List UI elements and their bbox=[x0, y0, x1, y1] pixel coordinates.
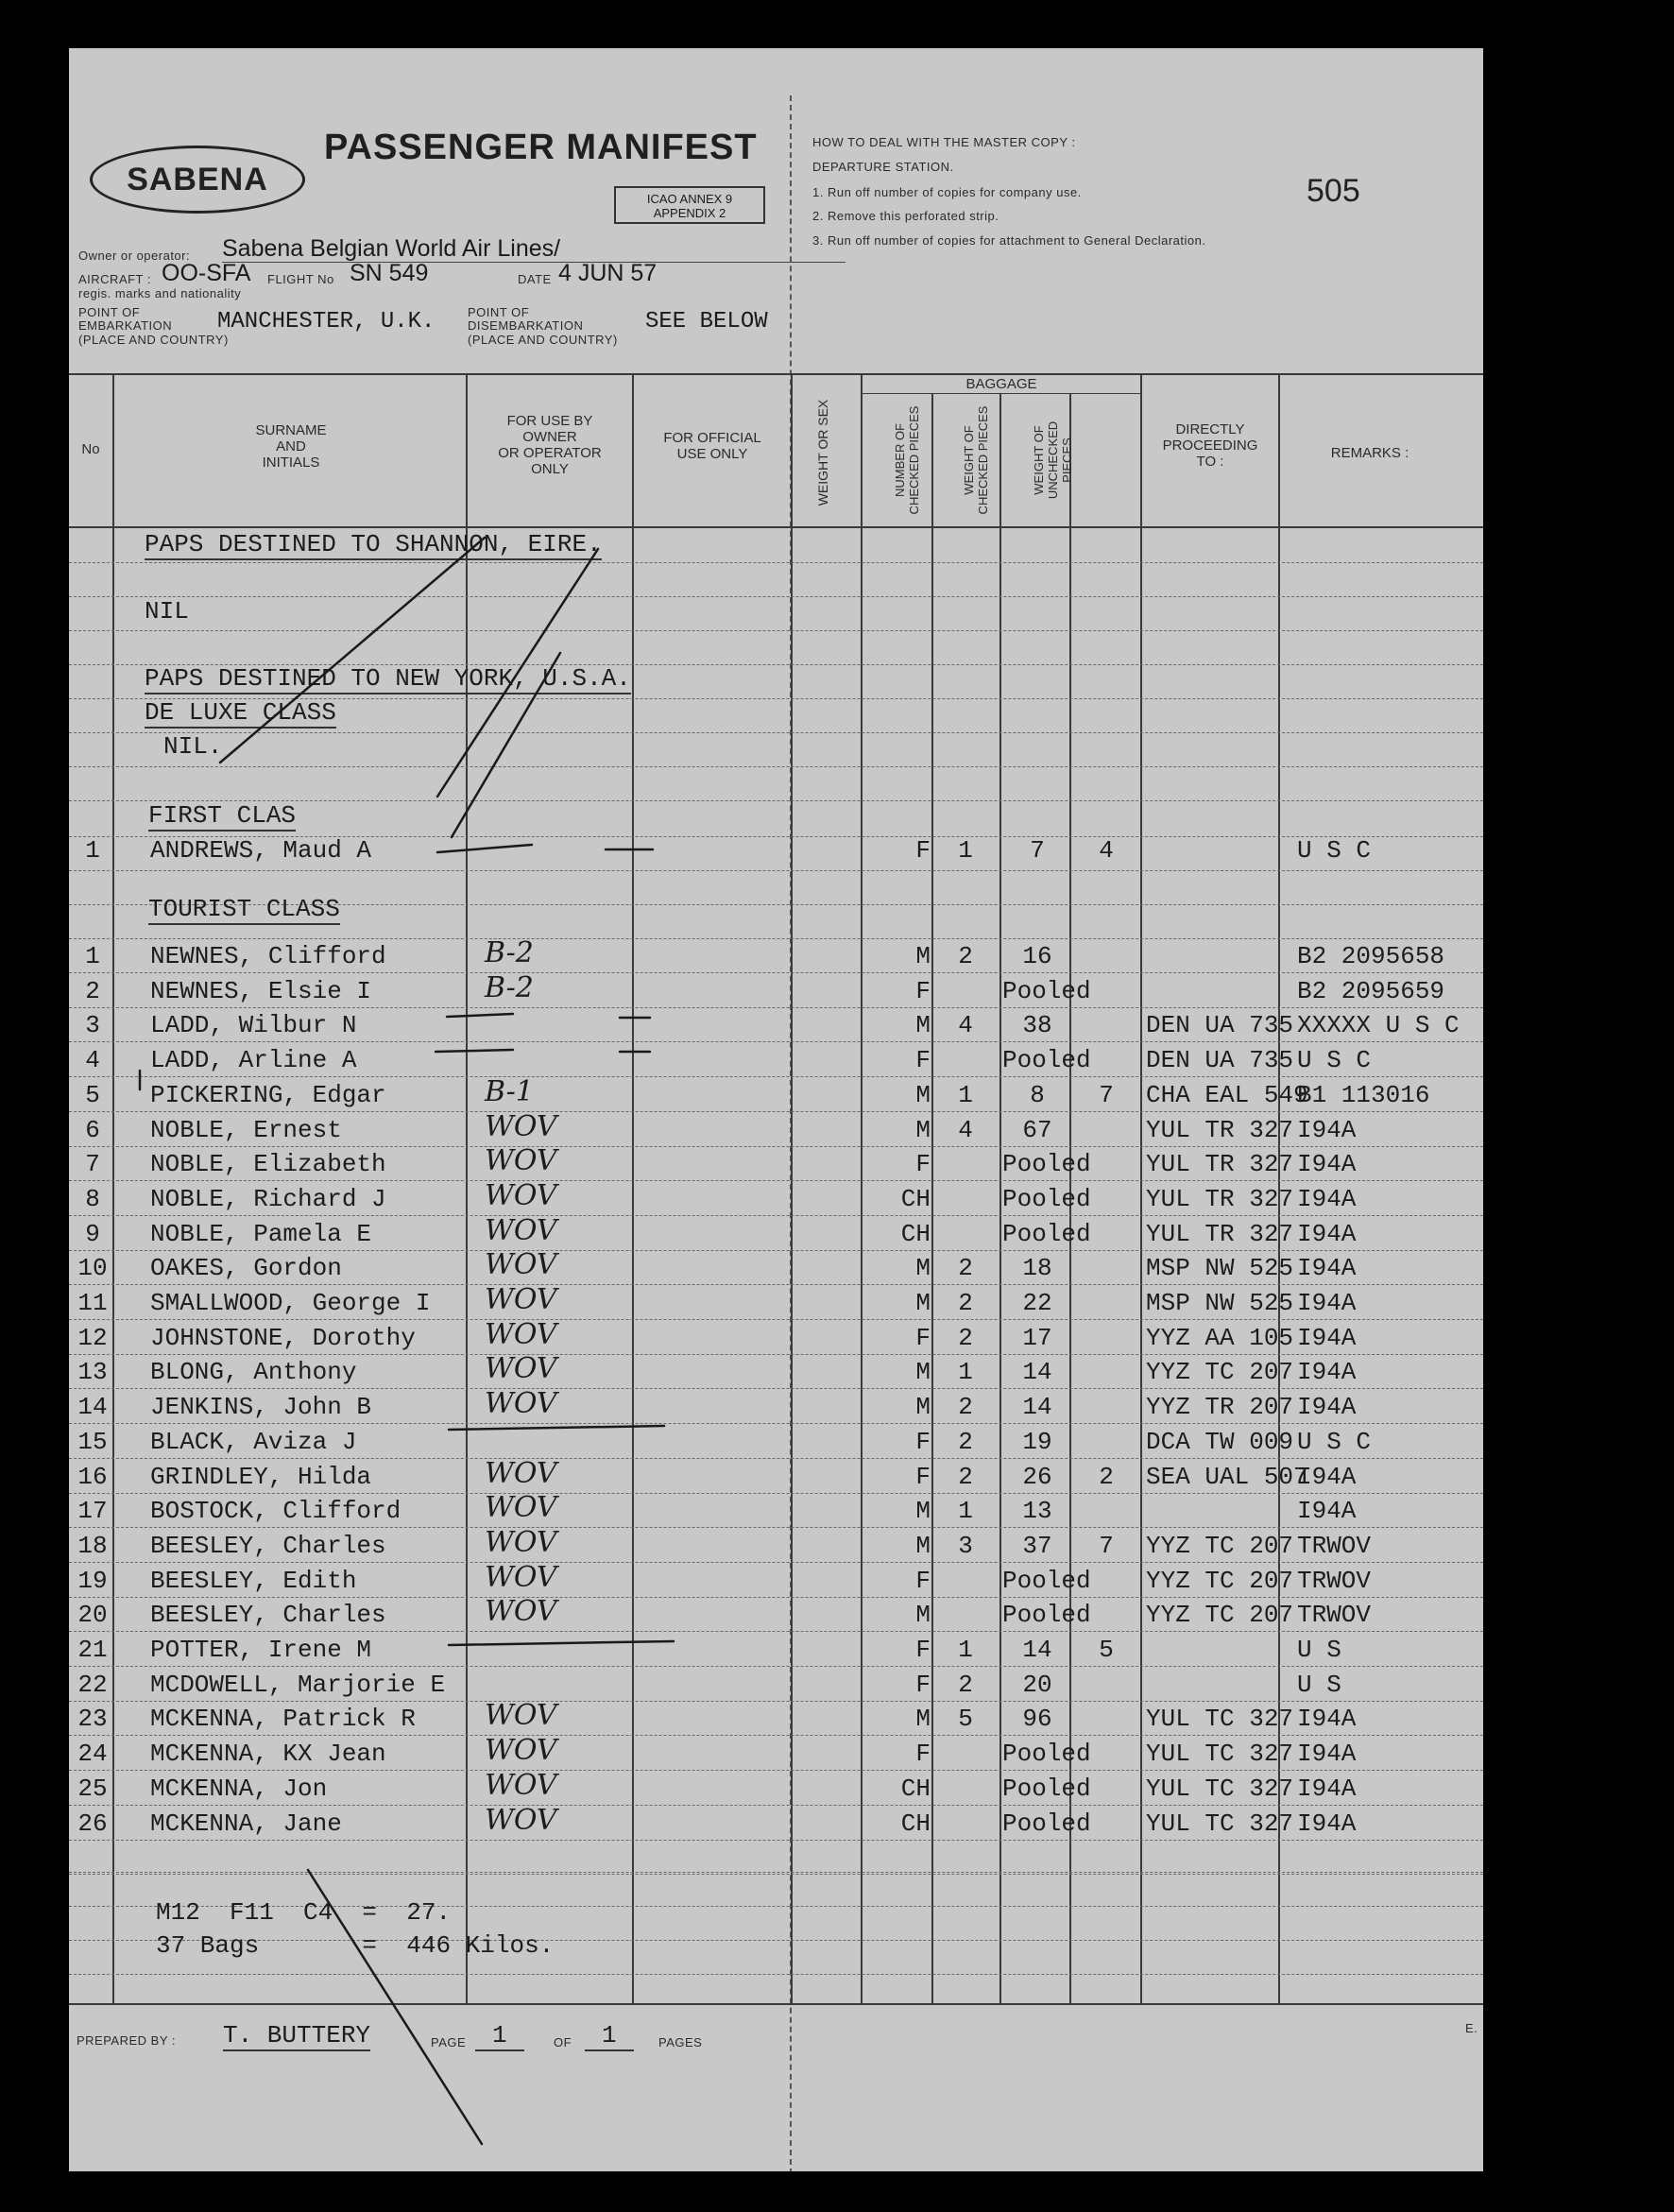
row-checked-weight: 14 bbox=[1022, 1393, 1052, 1421]
row-sex: M bbox=[915, 1705, 931, 1733]
row-handwritten-mark: WOV bbox=[485, 1457, 557, 1490]
row-checked-weight: 26 bbox=[1022, 1463, 1052, 1491]
row-checked-weight: Pooled bbox=[1002, 1740, 1091, 1768]
row-sex: CH bbox=[900, 1220, 931, 1248]
dash-ladd-2 bbox=[436, 1050, 513, 1052]
instruction-2: DEPARTURE STATION. bbox=[812, 160, 954, 174]
row-proceeding: YYZ TC 207 bbox=[1146, 1601, 1294, 1629]
row-name: BLONG, Anthony bbox=[150, 1358, 357, 1386]
row-name: BEESLEY, Charles bbox=[150, 1532, 386, 1560]
row-handwritten-mark: WOV bbox=[485, 1561, 557, 1594]
page-label: PAGE bbox=[431, 2035, 467, 2049]
row-pieces: 1 bbox=[958, 1497, 973, 1525]
row-no: 21 bbox=[77, 1636, 108, 1664]
cancel-stroke-3 bbox=[452, 653, 560, 837]
row-handwritten-mark: WOV bbox=[485, 1214, 557, 1247]
row-name: NOBLE, Ernest bbox=[150, 1116, 342, 1144]
row-sex: CH bbox=[900, 1185, 931, 1213]
row-remarks: I94A bbox=[1297, 1324, 1357, 1352]
section-newyork: PAPS DESTINED TO NEW YORK, U.S.A. bbox=[145, 664, 631, 693]
row-handwritten-mark: B-2 bbox=[485, 936, 534, 969]
row-proceeding: YYZ AA 105 bbox=[1146, 1324, 1294, 1352]
pages-label: PAGES bbox=[658, 2035, 703, 2049]
row-remarks: I94A bbox=[1297, 1116, 1357, 1144]
row-proceeding: YUL TC 327 bbox=[1146, 1705, 1294, 1733]
row-name: OAKES, Gordon bbox=[150, 1254, 342, 1282]
row-pieces: 1 bbox=[958, 1081, 973, 1109]
row-remarks: U S C bbox=[1297, 836, 1372, 865]
col-header-no: No bbox=[81, 441, 100, 457]
owner-value: Sabena Belgian World Air Lines/ bbox=[222, 235, 561, 262]
row-handwritten-mark: WOV bbox=[485, 1526, 557, 1559]
col-header-checked-weight: WEIGHT OF CHECKED PIECES bbox=[962, 405, 990, 515]
row-checked-weight: 96 bbox=[1022, 1705, 1052, 1733]
row-name: BEESLEY, Charles bbox=[150, 1601, 386, 1629]
row-checked-weight: 18 bbox=[1022, 1254, 1052, 1282]
row-no: 1 bbox=[85, 836, 100, 865]
row-sex: F bbox=[915, 1740, 931, 1768]
row-remarks: I94A bbox=[1297, 1775, 1357, 1803]
row-remarks: U S C bbox=[1297, 1428, 1372, 1456]
totals-baggage: 37 Bags = 446 Kilos. bbox=[156, 1931, 555, 1960]
row-sex: M bbox=[915, 1289, 931, 1317]
row-sex: F bbox=[915, 1324, 931, 1352]
row-checked-weight: Pooled bbox=[1002, 1220, 1091, 1248]
row-remarks: XXXXX U S C bbox=[1297, 1011, 1460, 1039]
row-checked-weight: Pooled bbox=[1002, 1046, 1091, 1074]
row-remarks: U S C bbox=[1297, 1046, 1372, 1074]
row-pieces: 2 bbox=[958, 1289, 973, 1317]
row-checked-weight: 19 bbox=[1022, 1428, 1052, 1456]
disembark-label-1: POINT OF bbox=[468, 305, 530, 319]
manifest-sheet bbox=[69, 48, 1483, 2171]
row-proceeding: YUL TR 327 bbox=[1146, 1185, 1294, 1213]
row-handwritten-mark: WOV bbox=[485, 1110, 557, 1143]
row-sex: M bbox=[915, 1532, 931, 1560]
row-no: 18 bbox=[77, 1532, 108, 1560]
row-handwritten-mark: WOV bbox=[485, 1352, 557, 1385]
col-header-owner: FOR USE BY OWNER OR OPERATOR ONLY bbox=[498, 413, 602, 477]
row-no: 4 bbox=[85, 1046, 100, 1074]
of-value: 1 bbox=[585, 2021, 634, 2051]
row-proceeding: YUL TC 327 bbox=[1146, 1775, 1294, 1803]
row-remarks: I94A bbox=[1297, 1254, 1357, 1282]
row-name: NOBLE, Richard J bbox=[150, 1185, 386, 1213]
row-no: 20 bbox=[77, 1601, 108, 1629]
row-remarks: I94A bbox=[1297, 1393, 1357, 1421]
section-tourist-class: TOURIST CLASS bbox=[148, 895, 340, 923]
disembark-value: SEE BELOW bbox=[645, 309, 768, 334]
row-remarks: I94A bbox=[1297, 1740, 1357, 1768]
disembark-label-2: DISEMBARKATION bbox=[468, 318, 584, 333]
cancel-stroke-1 bbox=[220, 538, 485, 763]
prepared-by-label: PREPARED BY : bbox=[77, 2033, 176, 2048]
row-sex: M bbox=[915, 1601, 931, 1629]
dash-ladd-1 bbox=[447, 1014, 513, 1017]
row-name: POTTER, Irene M bbox=[150, 1636, 372, 1664]
pen-cancel-strokes bbox=[69, 48, 1483, 2171]
row-remarks: B2 2095658 bbox=[1297, 942, 1445, 970]
row-remarks: I94A bbox=[1297, 1358, 1357, 1386]
row-pieces: 3 bbox=[958, 1532, 973, 1560]
row-proceeding: YUL TC 327 bbox=[1146, 1809, 1294, 1838]
row-name: MCKENNA, Jon bbox=[150, 1775, 328, 1803]
row-unchecked-weight: 7 bbox=[1099, 1081, 1114, 1109]
row-handwritten-mark: WOV bbox=[485, 1699, 557, 1732]
row-sex: F bbox=[915, 836, 931, 865]
row-pieces: 4 bbox=[958, 1011, 973, 1039]
row-checked-weight: Pooled bbox=[1002, 1185, 1091, 1213]
row-checked-weight: 8 bbox=[1030, 1081, 1045, 1109]
row-handwritten-mark: WOV bbox=[485, 1387, 557, 1420]
page-number: 505 bbox=[1307, 173, 1360, 209]
row-name: MCKENNA, Jane bbox=[150, 1809, 342, 1838]
row-proceeding: DEN UA 735 bbox=[1146, 1046, 1294, 1074]
row-proceeding: YUL TR 327 bbox=[1146, 1150, 1294, 1178]
row-proceeding: YYZ TC 207 bbox=[1146, 1567, 1294, 1595]
section-shannon-nil: NIL bbox=[145, 597, 189, 626]
row-checked-weight: Pooled bbox=[1002, 1809, 1091, 1838]
row-checked-weight: 20 bbox=[1022, 1671, 1052, 1699]
row-no: 16 bbox=[77, 1463, 108, 1491]
row-pieces: 4 bbox=[958, 1116, 973, 1144]
row-name: SMALLWOOD, George I bbox=[150, 1289, 431, 1317]
row-handwritten-mark: WOV bbox=[485, 1595, 557, 1628]
row-remarks: B2 2095659 bbox=[1297, 977, 1445, 1005]
row-name: LADD, Arline A bbox=[150, 1046, 357, 1074]
row-name: NOBLE, Pamela E bbox=[150, 1220, 372, 1248]
row-proceeding: YYZ TC 207 bbox=[1146, 1358, 1294, 1386]
row-sex: F bbox=[915, 1636, 931, 1664]
row-checked-weight: 14 bbox=[1022, 1636, 1052, 1664]
prepared-by-value: T. BUTTERY bbox=[223, 2021, 371, 2049]
instruction-1: HOW TO DEAL WITH THE MASTER COPY : bbox=[812, 135, 1076, 149]
row-no: 19 bbox=[77, 1567, 108, 1595]
aircraft-label: AIRCRAFT : bbox=[78, 272, 151, 286]
col-header-baggage: BAGGAGE bbox=[965, 376, 1037, 392]
row-sex: M bbox=[915, 1254, 931, 1282]
row-no: 14 bbox=[77, 1393, 108, 1421]
row-sex: CH bbox=[900, 1775, 931, 1803]
col-header-unchecked-weight: WEIGHT OF UNCHECKED PIECES bbox=[1032, 420, 1074, 500]
row-no: 17 bbox=[77, 1497, 108, 1525]
row-pieces: 1 bbox=[958, 1636, 973, 1664]
row-sex: F bbox=[915, 1046, 931, 1074]
col-header-surname: SURNAME AND INITIALS bbox=[255, 422, 327, 471]
col-header-official: FOR OFFICIAL USE ONLY bbox=[663, 430, 761, 462]
disembark-sub: (PLACE AND COUNTRY) bbox=[468, 333, 618, 347]
row-no: 23 bbox=[77, 1705, 108, 1733]
row-pieces: 2 bbox=[958, 1393, 973, 1421]
row-handwritten-mark: WOV bbox=[485, 1318, 557, 1351]
row-remarks: I94A bbox=[1297, 1150, 1357, 1178]
page-value: 1 bbox=[475, 2021, 524, 2051]
row-pieces: 2 bbox=[958, 1463, 973, 1491]
row-name: GRINDLEY, Hilda bbox=[150, 1463, 372, 1491]
row-sex: M bbox=[915, 1358, 931, 1386]
row-name: ANDREWS, Maud A bbox=[150, 836, 372, 865]
date-value: 4 JUN 57 bbox=[558, 260, 658, 286]
row-name: MCDOWELL, Marjorie E bbox=[150, 1671, 446, 1699]
row-pieces: 2 bbox=[958, 1324, 973, 1352]
row-proceeding: DCA TW 009 bbox=[1146, 1428, 1294, 1456]
row-proceeding: YYZ TC 207 bbox=[1146, 1532, 1294, 1560]
row-proceeding: MSP NW 525 bbox=[1146, 1254, 1294, 1282]
row-pieces: 2 bbox=[958, 1254, 973, 1282]
row-no: 22 bbox=[77, 1671, 108, 1699]
row-pieces: 1 bbox=[958, 1358, 973, 1386]
row-name: BLACK, Aviza J bbox=[150, 1428, 357, 1456]
flight-value: SN 549 bbox=[350, 260, 429, 286]
row-remarks: I94A bbox=[1297, 1185, 1357, 1213]
row-sex: M bbox=[915, 1497, 931, 1525]
row-checked-weight: 7 bbox=[1030, 836, 1045, 865]
corner-mark: E. bbox=[1465, 2021, 1478, 2035]
row-checked-weight: 38 bbox=[1022, 1011, 1052, 1039]
row-handwritten-mark: B-1 bbox=[485, 1075, 534, 1108]
section-shannon: PAPS DESTINED TO SHANNON, EIRE. bbox=[145, 530, 602, 558]
embark-label-2: EMBARKATION bbox=[78, 318, 173, 333]
row-sex: F bbox=[915, 977, 931, 1005]
row-unchecked-weight: 7 bbox=[1099, 1532, 1114, 1560]
row-handwritten-mark: WOV bbox=[485, 1769, 557, 1802]
row-name: NOBLE, Elizabeth bbox=[150, 1150, 386, 1178]
embark-value: MANCHESTER, U.K. bbox=[217, 309, 436, 334]
dash-black bbox=[449, 1426, 664, 1430]
row-unchecked-weight: 2 bbox=[1099, 1463, 1114, 1491]
row-unchecked-weight: 4 bbox=[1099, 836, 1114, 865]
row-handwritten-mark: WOV bbox=[485, 1248, 557, 1281]
row-no: 15 bbox=[77, 1428, 108, 1456]
row-remarks: TRWOV bbox=[1297, 1567, 1372, 1595]
instruction-3: 1. Run off number of copies for company use. bbox=[812, 185, 1082, 199]
row-handwritten-mark: WOV bbox=[485, 1804, 557, 1837]
row-name: BOSTOCK, Clifford bbox=[150, 1497, 401, 1525]
cancel-stroke-4 bbox=[308, 1870, 482, 2144]
row-proceeding: MSP NW 525 bbox=[1146, 1289, 1294, 1317]
col-header-remarks: REMARKS : bbox=[1330, 445, 1409, 461]
row-sex: F bbox=[915, 1671, 931, 1699]
row-handwritten-mark: WOV bbox=[485, 1491, 557, 1524]
section-deluxe: DE LUXE CLASS bbox=[145, 698, 336, 727]
instruction-4: 2. Remove this perforated strip. bbox=[812, 209, 999, 223]
row-no: 8 bbox=[85, 1185, 100, 1213]
row-no: 3 bbox=[85, 1011, 100, 1039]
row-no: 5 bbox=[85, 1081, 100, 1109]
row-sex: F bbox=[915, 1463, 931, 1491]
row-sex: CH bbox=[900, 1809, 931, 1838]
row-name: LADD, Wilbur N bbox=[150, 1011, 357, 1039]
dash-row-1 bbox=[437, 845, 532, 852]
row-checked-weight: 14 bbox=[1022, 1358, 1052, 1386]
row-checked-weight: 13 bbox=[1022, 1497, 1052, 1525]
row-pieces: 1 bbox=[958, 836, 973, 865]
date-label: DATE bbox=[518, 272, 552, 286]
dash-potter bbox=[449, 1641, 674, 1645]
row-checked-weight: 22 bbox=[1022, 1289, 1052, 1317]
instruction-5: 3. Run off number of copies for attachment to General Declaration. bbox=[812, 233, 1206, 248]
col-header-checked-pieces: NUMBER OF CHECKED PIECES bbox=[893, 405, 921, 515]
row-pieces: 5 bbox=[958, 1705, 973, 1733]
row-name: BEESLEY, Edith bbox=[150, 1567, 357, 1595]
row-sex: F bbox=[915, 1428, 931, 1456]
row-remarks: I94A bbox=[1297, 1809, 1357, 1838]
section-deluxe-nil: NIL. bbox=[163, 732, 223, 761]
row-handwritten-mark: WOV bbox=[485, 1734, 557, 1767]
row-name: MCKENNA, KX Jean bbox=[150, 1740, 386, 1768]
row-pieces: 2 bbox=[958, 942, 973, 970]
row-no: 6 bbox=[85, 1116, 100, 1144]
icao-line-2: APPENDIX 2 bbox=[653, 206, 726, 220]
row-sex: M bbox=[915, 1011, 931, 1039]
of-label: OF bbox=[554, 2035, 572, 2049]
row-name: JENKINS, John B bbox=[150, 1393, 372, 1421]
row-no: 24 bbox=[77, 1740, 108, 1768]
row-sex: M bbox=[915, 1116, 931, 1144]
row-checked-weight: Pooled bbox=[1002, 977, 1091, 1005]
row-unchecked-weight: 5 bbox=[1099, 1636, 1114, 1664]
row-sex: M bbox=[915, 1081, 931, 1109]
row-no: 1 bbox=[85, 942, 100, 970]
row-handwritten-mark: WOV bbox=[485, 1283, 557, 1316]
row-handwritten-mark: B-2 bbox=[485, 971, 534, 1004]
row-remarks: U S bbox=[1297, 1636, 1341, 1664]
row-no: 10 bbox=[77, 1254, 108, 1282]
row-remarks: B1 113016 bbox=[1297, 1081, 1430, 1109]
owner-label: Owner or operator: bbox=[78, 249, 191, 263]
row-no: 26 bbox=[77, 1809, 108, 1838]
col-header-sex: WEIGHT OR SEX bbox=[815, 399, 830, 506]
row-name: JOHNSTONE, Dorothy bbox=[150, 1324, 416, 1352]
row-proceeding: YYZ TR 207 bbox=[1146, 1393, 1294, 1421]
row-proceeding: DEN UA 735 bbox=[1146, 1011, 1294, 1039]
row-no: 2 bbox=[85, 977, 100, 1005]
row-handwritten-mark: WOV bbox=[485, 1179, 557, 1212]
aircraft-sub: regis. marks and nationality bbox=[78, 286, 242, 300]
row-remarks: I94A bbox=[1297, 1463, 1357, 1491]
row-sex: M bbox=[915, 1393, 931, 1421]
row-proceeding: YUL TR 327 bbox=[1146, 1220, 1294, 1248]
row-pieces: 2 bbox=[958, 1671, 973, 1699]
row-name: NEWNES, Elsie I bbox=[150, 977, 372, 1005]
row-checked-weight: Pooled bbox=[1002, 1567, 1091, 1595]
row-checked-weight: 37 bbox=[1022, 1532, 1052, 1560]
row-checked-weight: 16 bbox=[1022, 942, 1052, 970]
sabena-logo: SABENA bbox=[90, 146, 305, 214]
row-name: NEWNES, Clifford bbox=[150, 942, 386, 970]
row-remarks: I94A bbox=[1297, 1497, 1357, 1525]
row-proceeding: CHA EAL 549 bbox=[1146, 1081, 1308, 1109]
page-title: PASSENGER MANIFEST bbox=[324, 128, 758, 167]
row-no: 13 bbox=[77, 1358, 108, 1386]
row-handwritten-mark: WOV bbox=[485, 1144, 557, 1177]
row-checked-weight: Pooled bbox=[1002, 1150, 1091, 1178]
icao-line-1: ICAO ANNEX 9 bbox=[646, 192, 733, 206]
row-sex: F bbox=[915, 1567, 931, 1595]
row-remarks: U S bbox=[1297, 1671, 1341, 1699]
row-proceeding: SEA UAL 507 bbox=[1146, 1463, 1308, 1491]
row-remarks: I94A bbox=[1297, 1705, 1357, 1733]
row-no: 9 bbox=[85, 1220, 100, 1248]
row-remarks: TRWOV bbox=[1297, 1601, 1372, 1629]
section-first-class: FIRST CLAS bbox=[148, 801, 297, 830]
row-checked-weight: 17 bbox=[1022, 1324, 1052, 1352]
flight-label: FLIGHT No bbox=[267, 272, 334, 286]
row-no: 25 bbox=[77, 1775, 108, 1803]
row-remarks: I94A bbox=[1297, 1289, 1357, 1317]
row-remarks: TRWOV bbox=[1297, 1532, 1372, 1560]
row-name: MCKENNA, Patrick R bbox=[150, 1705, 416, 1733]
row-remarks: I94A bbox=[1297, 1220, 1357, 1248]
row-name: PICKERING, Edgar bbox=[150, 1081, 386, 1109]
row-no: 12 bbox=[77, 1324, 108, 1352]
embark-sub: (PLACE AND COUNTRY) bbox=[78, 333, 229, 347]
row-checked-weight: Pooled bbox=[1002, 1601, 1091, 1629]
embark-label-1: POINT OF bbox=[78, 305, 141, 319]
col-header-proceeding: DIRECTLY PROCEEDING TO : bbox=[1162, 421, 1258, 470]
cancel-stroke-2 bbox=[437, 549, 598, 797]
row-proceeding: YUL TR 327 bbox=[1146, 1116, 1294, 1144]
row-no: 11 bbox=[77, 1289, 108, 1317]
row-checked-weight: 67 bbox=[1022, 1116, 1052, 1144]
aircraft-value: OO-SFA bbox=[162, 260, 251, 286]
row-sex: F bbox=[915, 1150, 931, 1178]
row-pieces: 2 bbox=[958, 1428, 973, 1456]
row-no: 7 bbox=[85, 1150, 100, 1178]
row-sex: M bbox=[915, 942, 931, 970]
row-proceeding: YUL TC 327 bbox=[1146, 1740, 1294, 1768]
totals-passengers: M12 F11 C4 = 27. bbox=[156, 1898, 452, 1927]
row-checked-weight: Pooled bbox=[1002, 1775, 1091, 1803]
